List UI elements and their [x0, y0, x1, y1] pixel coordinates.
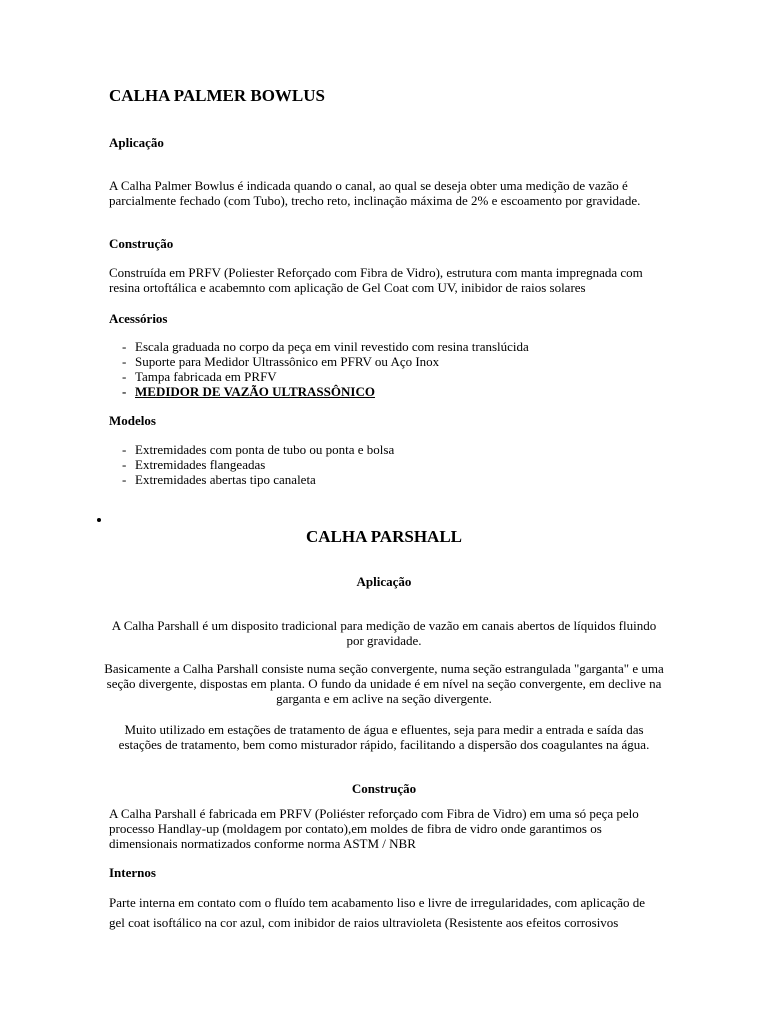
application-heading: Aplicação [356, 574, 412, 589]
models-list [120, 442, 394, 487]
construction-text: A Calha Parshall é fabricada em PRFV (Poliéster reforçado com Fibra de Vidro) em uma só peça pelo processo Handlay-up (moldagem por contato),em moldes de fibra de vidro onde garantimos os dimensionais normatizados conforme norma ASTM / NBR [109, 806, 639, 851]
ultrasonic-meter-link[interactable]: - MEDIDOR DE VAZÃO ULTRASSÔNICO [120, 384, 529, 399]
accessories-heading: Acessórios [109, 311, 168, 326]
application-paragraph-2: Basicamente a Calha Parshall consiste numa seção convergente, numa seção estrangulada "garganta" e uma seção divergente, dispostas em planta. O fundo da unidade é em nível na seção convergente, em declive na garganta e em aclive na seção divergente. [104, 661, 664, 706]
list-item: - Extremidades com ponta de tubo ou ponta e bolsa [120, 442, 394, 457]
list-item: - Suporte para Medidor Ultrassônico em PFRV ou Aço Inox [120, 354, 529, 369]
construction-heading: Construção [109, 236, 174, 251]
application-paragraph-1: A Calha Parshall é um disposito tradicional para medição de vazão em canais abertos de líquidos fluindo por gravidade. [111, 618, 657, 648]
construction-text: Construída em PRFV (Poliester Reforçado com Fibra de Vidro), estrutura com manta impregnada com resina ortoftálica e acabemnto com aplicação de Gel Coat com UV, inibidor de raios solares [109, 265, 643, 295]
application-paragraph-3: Muito utilizado em estações de tratamento de água e efluentes, seja para medir a entrada e saída das estações de tratamento, bem como misturador rápido, facilitando a dispersão dos coagulantes na água. [118, 722, 650, 752]
application-heading: Aplicação [109, 135, 164, 150]
internals-text: Parte interna em contato com o fluído tem acabamento liso e livre de irregularidades, com aplicação de gel coat isoftálico na cor azul, com inibidor de raios ultravioleta (Resistente aos efeitos corrosivos [109, 895, 646, 930]
construction-heading: Construção [351, 781, 417, 796]
bullet-icon [97, 518, 101, 522]
page-title: CALHA PALMER BOWLUS [109, 86, 325, 105]
list-item: - Escala graduada no corpo da peça em vinil revestido com resina translúcida [120, 339, 529, 354]
accessories-list [120, 339, 529, 399]
list-item: - Tampa fabricada em PRFV [120, 369, 529, 384]
list-item: - Extremidades abertas tipo canaleta [120, 472, 394, 487]
models-heading: Modelos [109, 413, 156, 428]
internals-heading: Internos [109, 865, 156, 880]
section-title: CALHA PARSHALL [305, 527, 462, 546]
application-text: A Calha Palmer Bowlus é indicada quando o canal, ao qual se deseja obter uma medição de vazão é parcialmente fechado (com Tubo), trecho reto, inclinação máxima de 2% e escoamento por gravidade. [109, 178, 641, 208]
list-item: - Extremidades flangeadas [120, 457, 394, 472]
